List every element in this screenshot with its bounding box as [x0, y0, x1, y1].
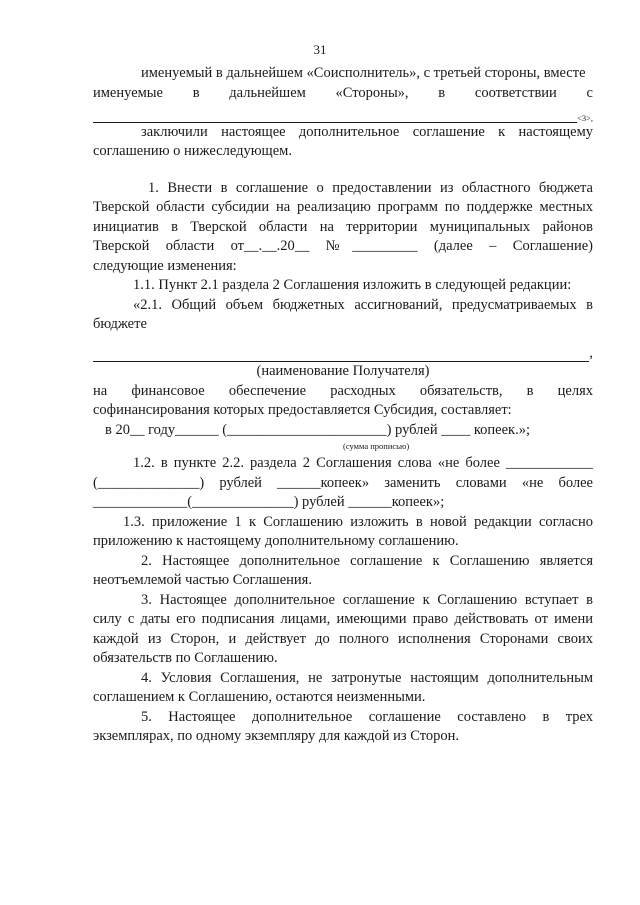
text-line: _____________(______________) рублей ______копеек»; [93, 494, 445, 510]
text-line: следующие изменения: [93, 257, 237, 274]
text-line: софинансирования которых предоставляется Субсидия, составляет: [93, 402, 512, 418]
text-line: экземплярах, по одному экземпляру для каждой из Сторон. [93, 728, 459, 744]
page-number: 31 [313, 42, 327, 57]
blank-line-recipient: , [93, 343, 593, 363]
text-line: «2.1. Общий объем бюджетных ассигнований, предусматриваемых в [133, 296, 593, 313]
text-line: (______________) рублей ______копеек» заменить словами «не более [93, 474, 593, 491]
text-line: 1.2. в пункте 2.2. раздела 2 Соглашения слова «не более ____________ [133, 455, 593, 471]
text-line: бюджете [93, 316, 147, 332]
text-line: именуемый в дальнейшем «Соисполнитель», с третьей стороны, вместе [141, 65, 586, 81]
text-line: обязательств по Соглашению. [93, 650, 278, 666]
document-body [93, 64, 593, 747]
text-line: 1.3. приложение 1 к Соглашению изложить в новой редакции согласно [123, 513, 593, 530]
text-line: Тверской области от__.__.20__ №_________ (далее – Соглашение) [93, 238, 593, 254]
recipient-caption: (наименование Получателя) [256, 363, 430, 379]
text-line: 3. Настоящее дополнительное соглашение к Соглашению вступает в [141, 591, 593, 608]
text-line: соглашению о нижеследующем. [93, 143, 292, 159]
text-line: соглашением к Соглашению, остаются неизменными. [93, 689, 426, 705]
text-line: именуемые в дальнейшем «Стороны», в соответствии с [93, 84, 593, 101]
text-line: приложению к настоящему дополнительному соглашению. [93, 533, 459, 549]
text-line: каждой из Сторон, и действует до полного исполнения Сторонами своих [93, 630, 593, 647]
text-line: 1.1. Пункт 2.1 раздела 2 Соглашения изложить в следующей редакции: [133, 277, 572, 293]
blank-rule [93, 110, 577, 123]
text-line: 5. Настоящее дополнительное соглашение составлено в трех [141, 708, 593, 725]
text-line: 4. Условия Соглашения, не затронутые настоящим дополнительным [141, 669, 593, 686]
footnote-ref: <3>, [577, 112, 593, 123]
text-line: силу с даты его подписания лицами, имеющими право действовать от имени [93, 611, 593, 627]
text-line: на финансовое обеспечение расходных обязательств, в целях [93, 382, 593, 399]
blank-line-basis [93, 103, 593, 123]
text-line: инициатив в Тверской области на территории муниципальных районов [93, 218, 593, 235]
text-line: неотъемлемой частью Соглашения. [93, 572, 312, 588]
text-line: 2. Настоящее дополнительное соглашение к Соглашению является [141, 552, 593, 569]
blank-rule [93, 349, 589, 362]
text-line: заключили настоящее дополнительное соглашение к настоящему [141, 123, 593, 140]
text-line: в 20__ году______ (______________________) рублей ____ копеек.»; [105, 421, 531, 438]
sum-caption: (сумма прописью) [343, 441, 410, 451]
text-line: 1. Внести в соглашение о предоставлении из областного бюджета [148, 179, 593, 196]
text-line: Тверской области субсидии на реализацию программ по поддержке местных [93, 199, 593, 215]
